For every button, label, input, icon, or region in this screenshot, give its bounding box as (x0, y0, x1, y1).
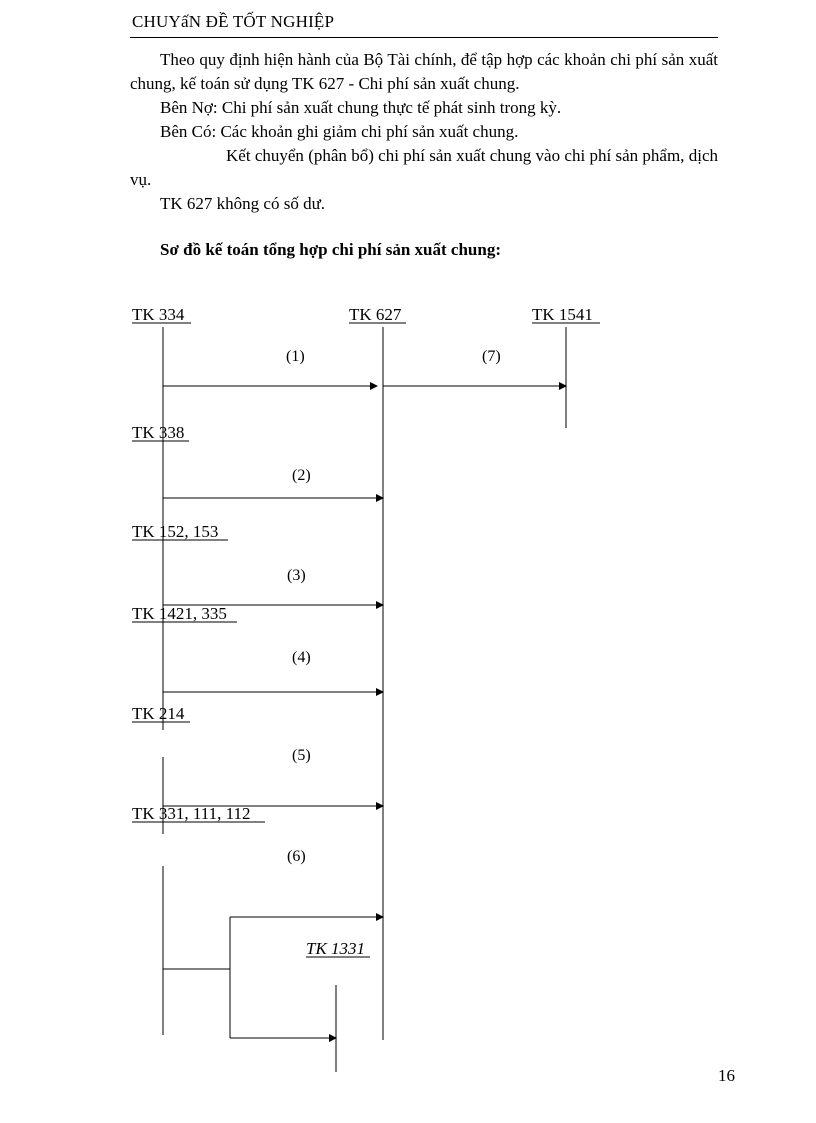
step-label-2: (2) (292, 467, 311, 484)
account-label-tk152-153: TK 152, 153 (132, 522, 219, 541)
step-label-4: (4) (292, 649, 311, 666)
paragraph-balance: TK 627 không có số dư. (160, 194, 326, 213)
step-label-7: (7) (482, 348, 501, 365)
step-label-6: (6) (287, 848, 306, 865)
account-label-tk338: TK 338 (132, 423, 185, 442)
account-label-tk627: TK 627 (349, 305, 402, 324)
account-label-tk1421-335: TK 1421, 335 (132, 604, 227, 623)
step-label-1: (1) (286, 348, 305, 365)
page-number: 16 (718, 1066, 735, 1085)
account-label-tk1541: TK 1541 (532, 305, 593, 324)
account-label-tk214: TK 214 (132, 704, 185, 723)
step-label-3: (3) (287, 567, 306, 584)
paragraph-allocation: Kết chuyển (phân bổ) chi phí sản xuất chung vào chi phí sản phẩm, dịch vụ. (130, 146, 718, 189)
account-label-tk331-111-112: TK 331, 111, 112 (132, 804, 251, 823)
paragraph-credit: Bên Có: Các khoản ghi giảm chi phí sản xuất chung. (160, 122, 519, 141)
paragraph-debit: Bên Nợ: Chi phí sản xuất chung thực tế phát sinh trong kỳ. (160, 98, 562, 117)
diagram-title: Sơ đồ kế toán tổng hợp chi phí sản xuất chung: (160, 240, 501, 259)
account-label-tk334: TK 334 (132, 305, 185, 324)
paragraph-intro: Theo quy định hiện hành của Bộ Tài chính, để tập hợp các khoản chi phí sản xuất chung, kế toán sử dụng TK 627 - Chi phí sản xuất chung. (130, 50, 718, 93)
step-label-5: (5) (292, 747, 311, 764)
running-header: CHUYấN ĐỀ TỐT NGHIỆP (132, 12, 335, 31)
account-label-tk1331: TK 1331 (306, 939, 366, 958)
